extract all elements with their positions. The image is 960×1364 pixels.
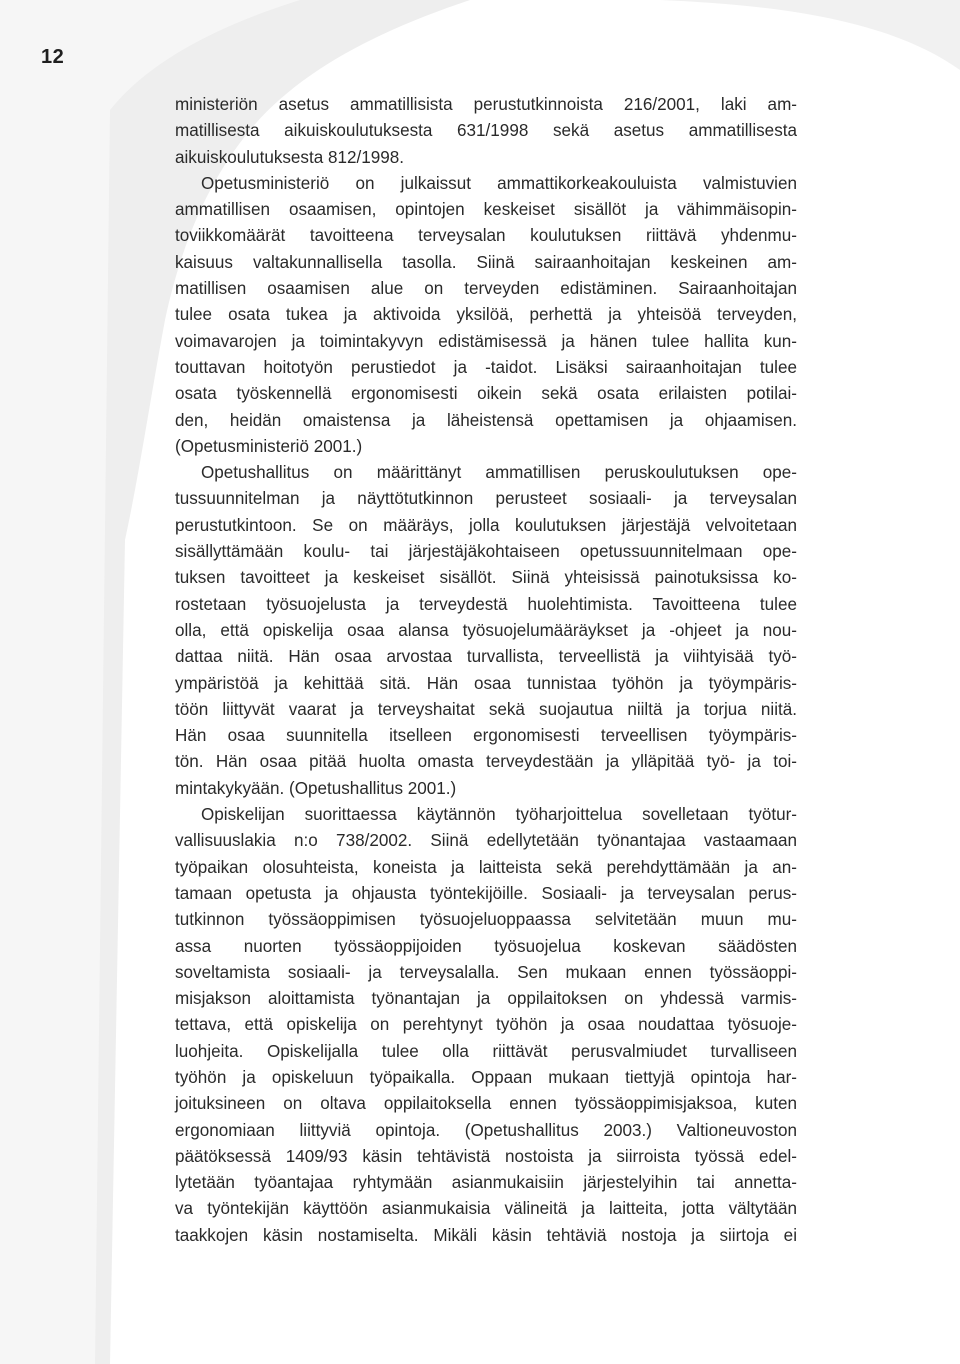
text-line: tulee osata tukea ja aktivoida yksilöä, perhettä ja yhteisöä terveyden, — [175, 305, 797, 325]
text-line: aikuiskoulutuksesta 812/1998. — [175, 147, 405, 167]
text-line: sisällyttämään koulu- tai järjestäjäkohtaiseen opetussuunnitelmaan ope- — [175, 542, 797, 562]
text-line: Hän osaa suunnitella itselleen ergonomisesti terveellisen työympäris- — [175, 726, 797, 746]
text-line: työpaikan olosuhteista, koneista ja laitteista sekä perehdyttämään ja an- — [175, 857, 797, 877]
text-line: töön liittyvät vaarat ja terveyshaitat sekä suojautua niiltä ja torjua niitä. — [175, 699, 797, 719]
text-line: rostetaan työsuojelusta ja terveydestä huolehtimista. Tavoitteena tulee — [175, 594, 797, 614]
text-line: päätöksessä 1409/93 käsin tehtävistä nostoista ja siirroista työssä edel- — [175, 1146, 797, 1166]
body-text — [175, 92, 797, 1249]
text-line: tuksen tavoitteet ja keskeiset sisällöt. Siinä yhteisissä painotuksissa ko- — [175, 568, 797, 588]
text-line: soveltamista sosiaali- ja terveysalalla. Sen mukaan ennen työssäoppi- — [175, 962, 797, 982]
text-line: toviikkomäärät tavoitteena terveysalan koulutuksen riittävä yhdenmu- — [175, 226, 797, 246]
text-line: Opiskelijan suorittaessa käytännön työharjoittelua sovelletaan työtur- — [201, 805, 797, 825]
text-line: joituksineen on oltava oppilaitoksella ennen työssäoppimisjaksoa, kuten — [175, 1094, 797, 1114]
text-line: dattaa niitä. Hän osaa arvostaa turvallista, terveellistä ja viihtyisää työ- — [175, 647, 797, 667]
text-line: olla, että opiskelija osaa alansa työsuojelumääräykset ja -ohjeet ja nou- — [175, 620, 797, 640]
text-line: tussuunnitelman ja näyttötutkinnon perusteet sosiaali- ja terveysalan — [175, 489, 797, 509]
text-line: misjakson aloittamista työnantajan ja oppilaitoksen on yhdessä varmis- — [175, 989, 797, 1009]
text-line: vallisuuslakia n:o 738/2002. Siinä edellytetään työnantajaa vastaamaan — [175, 831, 797, 851]
text-line: matillisesta aikuiskoulutuksesta 631/1998 sekä asetus ammatillisesta — [175, 121, 797, 141]
text-line: va työntekijän käyttöön asianmukaisia välineitä ja laitteita, jotta vältytään — [175, 1199, 797, 1219]
text-line: perustutkintoon. Se on määräys, jolla koulutuksen järjestäjä velvoitetaan — [175, 515, 797, 535]
page-number: 12 — [41, 46, 65, 68]
text-line: ammatillisen osaamisen, opintojen keskeiset sisällöt ja vähimmäisopin- — [175, 200, 797, 220]
text-line: Opetushallitus on määrittänyt ammatillisen peruskoulutuksen ope- — [201, 463, 797, 483]
text-line: voimavarojen ja toimintakyvyn edistämisessä ja hänen tulee hallita kun- — [175, 331, 797, 351]
text-line: tettava, että opiskelija on perehtynyt työhön ja osaa noudattaa työsuoje- — [175, 1015, 797, 1035]
text-line: matillisen osaamisen alue on terveyden edistäminen. Sairaanhoitajan — [175, 279, 797, 299]
text-line: assa nuorten työssäoppijoiden työsuojelua koskevan säädösten — [175, 936, 797, 956]
text-line: touttavan hoitotyön perustiedot ja -taidot. Lisäksi sairaanhoitajan tulee — [175, 357, 797, 377]
text-line: lytetään työantajaa ryhtymään asianmukaisiin järjestelyihin tai annetta- — [175, 1173, 797, 1193]
text-line: ympäristöä ja kehittää sitä. Hän osaa tunnistaa työhön ja työympäris- — [175, 673, 797, 693]
text-line: Opetusministeriö on julkaissut ammattikorkeakouluista valmistuvien — [201, 173, 797, 193]
text-line: den, heidän omaistensa ja läheistensä opettamisen ja ohjaamisen. — [175, 410, 797, 430]
text-line: mintakykyään. (Opetushallitus 2001.) — [175, 778, 457, 798]
text-line: työhön ja opiskeluun työpaikalla. Oppaan mukaan tiettyjä opintoja har- — [175, 1067, 797, 1087]
text-line: (Opetusministeriö 2001.) — [175, 436, 363, 456]
text-line: ergonomiaan liittyviä opintoja. (Opetushallitus 2003.) Valtioneuvoston — [175, 1120, 797, 1140]
text-line: ministeriön asetus ammatillisista perustutkinnoista 216/2001, laki am- — [175, 95, 797, 114]
text-line: luohjeita. Opiskelijalla tulee olla riittävät perusvalmiudet turvalliseen — [175, 1041, 797, 1061]
text-line: tön. Hän osaa pitää huolta omasta terveydestään ja ylläpitää työ- ja toi- — [175, 752, 797, 772]
text-line: kaisuus valtakunnallisella tasolla. Siinä sairaanhoitajan keskeinen am- — [175, 252, 797, 272]
text-line: tamaan opetusta ja ohjausta työntekijöille. Sosiaali- ja terveysalan perus- — [175, 883, 797, 903]
text-line: osata työskennellä ergonomisesti oikein sekä osata erilaisten potilai- — [175, 384, 797, 404]
text-line: taakkojen käsin nostamiselta. Mikäli käsin tehtäviä nostoja ja siirtoja ei — [175, 1225, 797, 1245]
text-line: tutkinnon työssäoppimisen työsuojeluoppaassa selvitetään muun mu- — [175, 910, 797, 930]
